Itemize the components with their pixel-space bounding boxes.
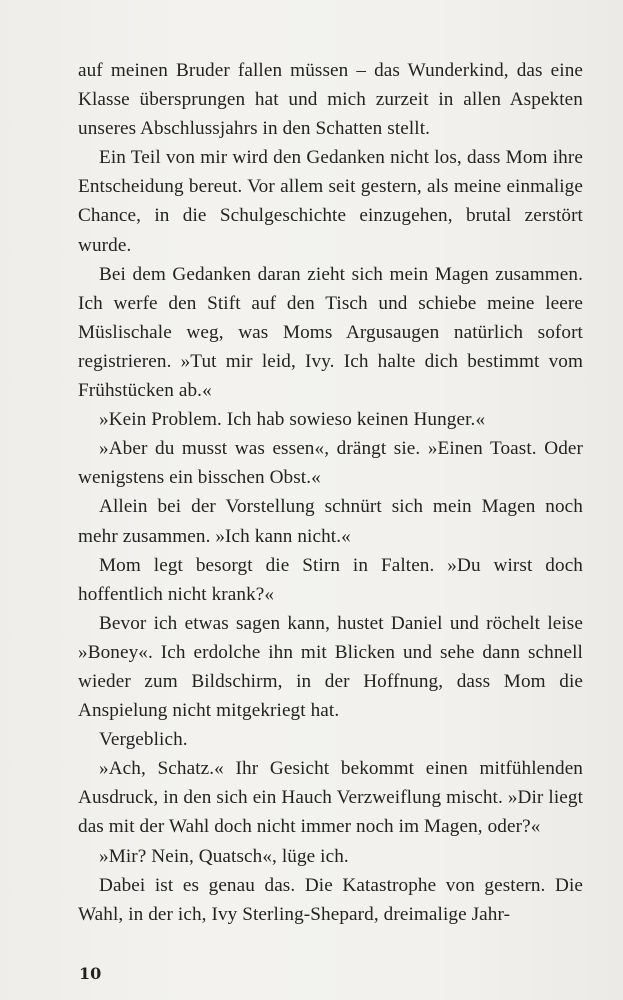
page-number: 10 xyxy=(79,964,102,983)
paragraph: Ein Teil von mir wird den Gedanken nicht los, dass Mom ihre Entscheidung bereut. Vor allem seit gestern, als meine einmalige Chance, in die Schulgeschichte einzugehen, brutal zerstört wurde. xyxy=(78,147,583,256)
paragraph: Bei dem Gedanken daran zieht sich mein Magen zusammen. Ich werfe den Stift auf den Tisch und schiebe meine leere Müslischale weg, was Moms Argusaugen natürlich sofort registrieren. »Tut mir leid, Ivy. Ich halte dich bestimmt vom Frühstücken ab.« xyxy=(78,263,583,402)
paragraph: Allein bei der Vorstellung schnürt sich mein Magen noch mehr zusammen. »Ich kann nicht.« xyxy=(78,496,583,547)
paragraph: Dabei ist es genau das. Die Katastrophe von gestern. Die Wahl, in der ich, Ivy Sterling-Shepard, dreimalige Jahr- xyxy=(78,874,583,925)
paragraph: »Aber du musst was essen«, drängt sie. »Einen Toast. Oder wenigstens ein bisschen Obst.« xyxy=(78,438,583,489)
paragraph: Bevor ich etwas sagen kann, hustet Daniel und röchelt leise »Boney«. Ich erdolche ihn mit Blicken und sehe dann schnell wieder zum Bildschirm, in der Hoffnung, dass Mom die Anspielung nicht mitgekriegt hat. xyxy=(78,612,583,722)
paragraph: »Ach, Schatz.« Ihr Gesicht bekommt einen mitfühlenden Ausdruck, in den sich ein Hauch Verzweiflung mischt. »Dir liegt das mit der Wahl doch nicht immer noch im Magen, oder?« xyxy=(78,758,583,838)
paragraph: Vergeblich. xyxy=(99,729,188,751)
paragraph: »Kein Problem. Ich hab sowieso keinen Hunger.« xyxy=(99,409,486,431)
paragraph: »Mir? Nein, Quatsch«, lüge ich. xyxy=(99,845,349,867)
paragraph: Mom legt besorgt die Stirn in Falten. »Du wirst doch hoffentlich nicht krank?« xyxy=(78,554,583,605)
paragraph: auf meinen Bruder fallen müssen – das Wunderkind, das eine Klasse übersprungen hat und mich zurzeit in allen Aspekten unseres Abschlussjahrs in den Schatten stellt. xyxy=(78,60,583,140)
body-text xyxy=(78,56,583,929)
